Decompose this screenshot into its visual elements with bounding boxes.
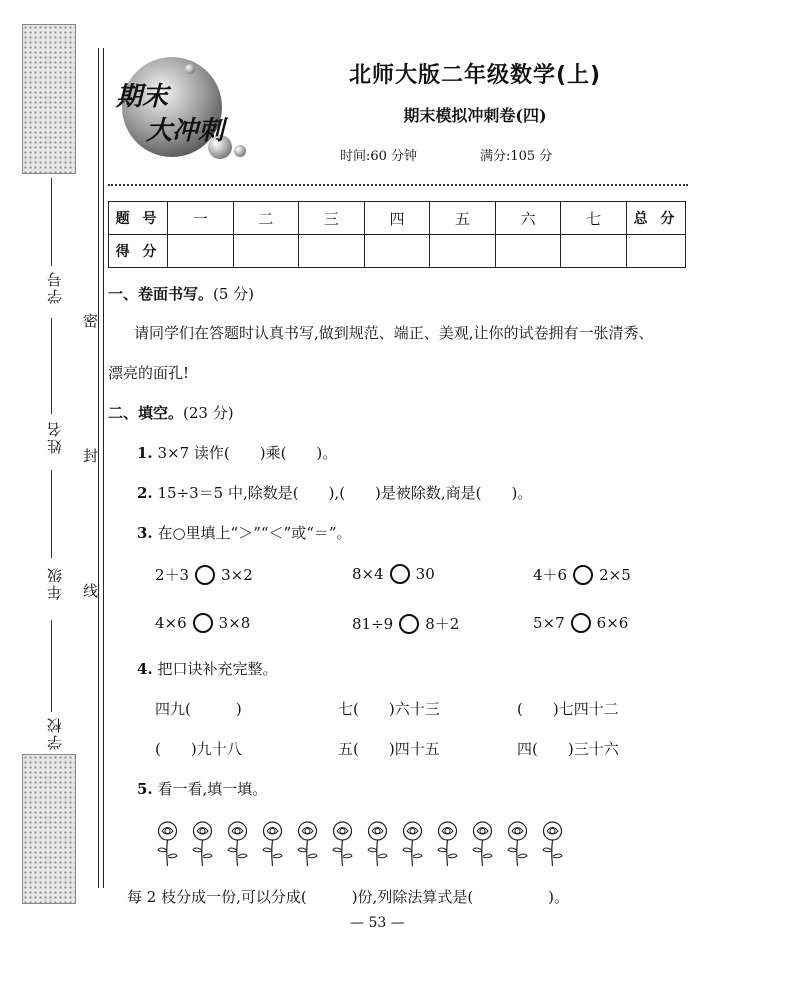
section-1-points: (5 分) [213, 285, 255, 303]
seal-char-feng: 封 [83, 447, 99, 465]
score-row-label: 得 分 [109, 235, 168, 268]
compare-right: 6×6 [596, 614, 629, 632]
compare-circle[interactable] [399, 614, 419, 634]
flower-icon [155, 820, 180, 868]
binding-pattern-top [22, 24, 76, 174]
question-5-answer: 每 2 枝分成一份,可以分成( )份,列除法算式是( )。 [127, 888, 570, 906]
compare-left: 5×7 [533, 614, 565, 632]
score-header-cell: 三 [299, 202, 365, 235]
question-number: 5. [137, 780, 153, 798]
section-2-title: 二、填空。 [108, 404, 184, 422]
compare-left: 4＋6 [533, 566, 568, 584]
score-cell[interactable] [627, 235, 686, 268]
logo-text-2: 大冲刺 [146, 116, 225, 146]
seal-char-mi: 密 [83, 312, 99, 330]
compare-left: 2＋3 [155, 566, 190, 584]
exam-title: 北师大版二年级数学(上) [348, 63, 602, 88]
question-3 [137, 522, 352, 543]
score-cell[interactable] [430, 235, 496, 268]
flower-row [155, 820, 585, 870]
compare-item [352, 564, 435, 584]
school-label: 学校 [46, 716, 64, 750]
score-header-cell: 题 号 [109, 202, 168, 235]
question-2 [137, 482, 532, 503]
question-number: 4. [137, 660, 153, 678]
binding-line-left [98, 48, 99, 888]
compare-left: 81÷9 [352, 614, 394, 633]
question-1 [137, 442, 337, 463]
rhyme-item: 七( )六十三 [338, 700, 440, 718]
compare-right: 3×8 [218, 614, 251, 632]
section-1-heading [108, 283, 254, 304]
compare-right: 3×2 [221, 565, 253, 584]
flower-icon [400, 820, 425, 868]
section-2-points: (23 分) [183, 404, 234, 422]
score-header-cell: 七 [561, 202, 627, 235]
flower-icon [295, 820, 320, 868]
name-line [51, 318, 52, 414]
compare-circle[interactable] [573, 565, 593, 585]
compare-item [533, 613, 628, 633]
name-label: 姓名 [46, 420, 64, 454]
question-text: 看一看,填一填。 [157, 780, 268, 798]
compare-right: 30 [415, 565, 435, 583]
binding-line-right [103, 48, 104, 888]
compare-item [155, 564, 253, 585]
score-cell[interactable] [364, 235, 430, 268]
compare-left: 4×6 [155, 614, 187, 632]
question-text: 15÷3＝5 中,除数是( ),( )是被除数,商是( )。 [157, 484, 533, 502]
section-1-line-1: 请同学们在答题时认真书写,做到规范、端正、美观,让你的试卷拥有一张清秀、 [134, 324, 654, 342]
binding-pattern-bottom [22, 754, 76, 904]
question-number: 2. [137, 484, 153, 502]
compare-item [155, 613, 250, 633]
score-table [108, 201, 686, 268]
flower-icon [225, 820, 250, 868]
grade-line [51, 470, 52, 558]
compare-circle[interactable] [193, 613, 213, 633]
student-id-label: 学号 [46, 270, 64, 304]
question-4 [137, 658, 277, 679]
flower-icon [540, 820, 565, 868]
flower-icon [190, 820, 215, 868]
rhyme-item: 四九( ) [155, 700, 242, 718]
compare-left: 8×4 [352, 565, 384, 583]
student-id-line [51, 178, 52, 266]
flower-icon [505, 820, 530, 868]
page-number: — 53 — [350, 915, 405, 931]
score-header-cell: 总 分 [627, 202, 686, 235]
compare-right: 2×5 [599, 565, 631, 584]
exam-subtitle: 期末模拟冲刺卷(四) [403, 106, 547, 125]
score-header-cell: 六 [495, 202, 561, 235]
flower-icon [435, 820, 460, 868]
score-header-cell: 二 [233, 202, 299, 235]
score-cell[interactable] [233, 235, 299, 268]
rhyme-item: ( )七四十二 [517, 700, 619, 718]
school-line [51, 620, 52, 712]
section-1-line-2: 漂亮的面孔! [108, 364, 190, 382]
compare-circle[interactable] [571, 613, 591, 633]
question-5 [137, 778, 267, 799]
question-text: 在○里填上“＞”“＜”或“＝”。 [157, 524, 352, 542]
score-cell[interactable] [561, 235, 627, 268]
question-text: 把口诀补充完整。 [157, 660, 278, 678]
compare-right: 8＋2 [425, 615, 460, 633]
section-2-heading [108, 402, 234, 423]
question-text: 3×7 读作( )乘( )。 [157, 444, 338, 462]
compare-circle[interactable] [195, 565, 215, 585]
section-1-title: 一、卷面书写。 [108, 285, 214, 303]
seal-char-xian: 线 [83, 582, 99, 600]
score-cell[interactable] [168, 235, 234, 268]
question-number: 3. [137, 524, 153, 542]
score-cell[interactable] [495, 235, 561, 268]
logo [112, 55, 257, 165]
score-header-cell: 四 [364, 202, 430, 235]
flower-icon [330, 820, 355, 868]
grade-label: 年级 [46, 566, 64, 600]
flower-icon [470, 820, 495, 868]
score-header-cell: 一 [168, 202, 234, 235]
flower-icon [365, 820, 390, 868]
rhyme-item: ( )九十八 [155, 740, 242, 758]
header-divider [108, 184, 688, 186]
flower-icon [260, 820, 285, 868]
rhyme-item: 五( )四十五 [338, 740, 440, 758]
compare-circle[interactable] [390, 564, 410, 584]
compare-item [352, 613, 459, 634]
question-number: 1. [137, 444, 153, 462]
score-cell[interactable] [299, 235, 365, 268]
logo-text-1: 期末 [116, 82, 169, 112]
score-header-cell: 五 [430, 202, 496, 235]
time-limit: 时间:60 分钟 [340, 149, 418, 164]
compare-item [533, 564, 631, 585]
score-table-score-row [109, 235, 686, 268]
rhyme-item: 四( )三十六 [517, 740, 619, 758]
score-table-header-row [109, 202, 686, 235]
full-score: 满分:105 分 [480, 149, 553, 164]
